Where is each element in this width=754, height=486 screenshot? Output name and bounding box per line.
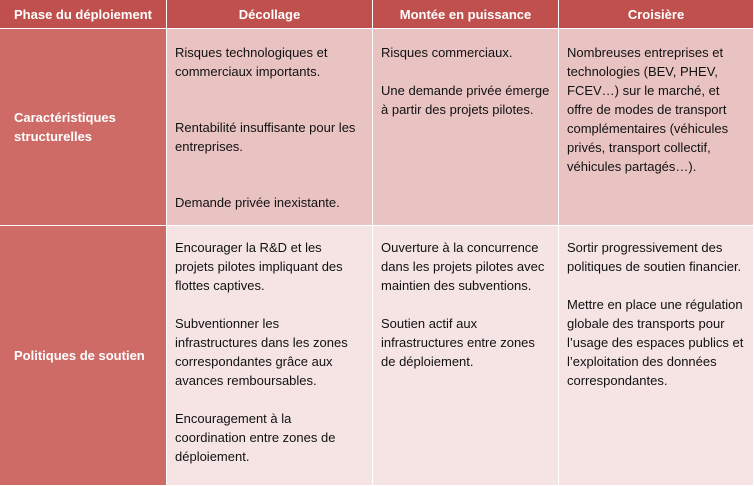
cell-text: Nombreuses entreprises et technologies (BEV, PHEV, FCEV…) sur le marché, et offre de modes de transport complémentaires (véhicules privés, transport collectif, véhicules partagés…). xyxy=(567,45,729,174)
cell-text: Sortir progressivement des politiques de soutien financier. xyxy=(567,240,742,274)
cell-text: Encourager la R&D et les projets pilotes impliquant des flottes captives. xyxy=(175,240,343,293)
cell-text: Demande privée inexistante. xyxy=(175,195,340,210)
cell-caracteristiques-decollage xyxy=(167,29,373,226)
cell-text: Risques technologiques et commerciaux importants. xyxy=(175,45,328,79)
header-montee: Montée en puissance xyxy=(373,0,559,29)
cell-caracteristiques-croisiere xyxy=(559,29,754,226)
row-label-caracteristiques xyxy=(0,29,167,226)
header-phase: Phase du déploiement xyxy=(0,0,167,29)
header-decollage: Décollage xyxy=(167,0,373,29)
row-label-caracteristiques-line2: structurelles xyxy=(14,129,93,144)
cell-text: Subventionner les infrastructures dans les zones correspondantes grâce aux avances remboursables. xyxy=(175,316,348,388)
row-label-caracteristiques-line1: Caractéristiques xyxy=(14,110,116,125)
cell-caracteristiques-montee xyxy=(373,29,559,226)
cell-text: Rentabilité insuffisante pour les entreprises. xyxy=(175,120,356,154)
cell-text: Une demande privée émerge à partir des projets pilotes. xyxy=(381,83,550,117)
cell-politiques-croisiere xyxy=(559,226,754,486)
cell-politiques-decollage xyxy=(167,226,373,486)
header-croisiere: Croisière xyxy=(559,0,754,29)
cell-text: Soutien actif aux infrastructures entre zones de déploiement. xyxy=(381,316,535,369)
row-label-politiques: Politiques de soutien xyxy=(0,226,167,486)
cell-politiques-montee xyxy=(373,226,559,486)
cell-text: Risques commerciaux. xyxy=(381,45,513,60)
cell-text: Encouragement à la coordination entre zones de déploiement. xyxy=(175,411,336,464)
cell-text: Ouverture à la concurrence dans les projets pilotes avec maintien des subventions. xyxy=(381,240,545,293)
cell-text: Mettre en place une régulation globale des transports pour l’usage des espaces publics et l’exploitation des données correspondantes. xyxy=(567,297,744,388)
